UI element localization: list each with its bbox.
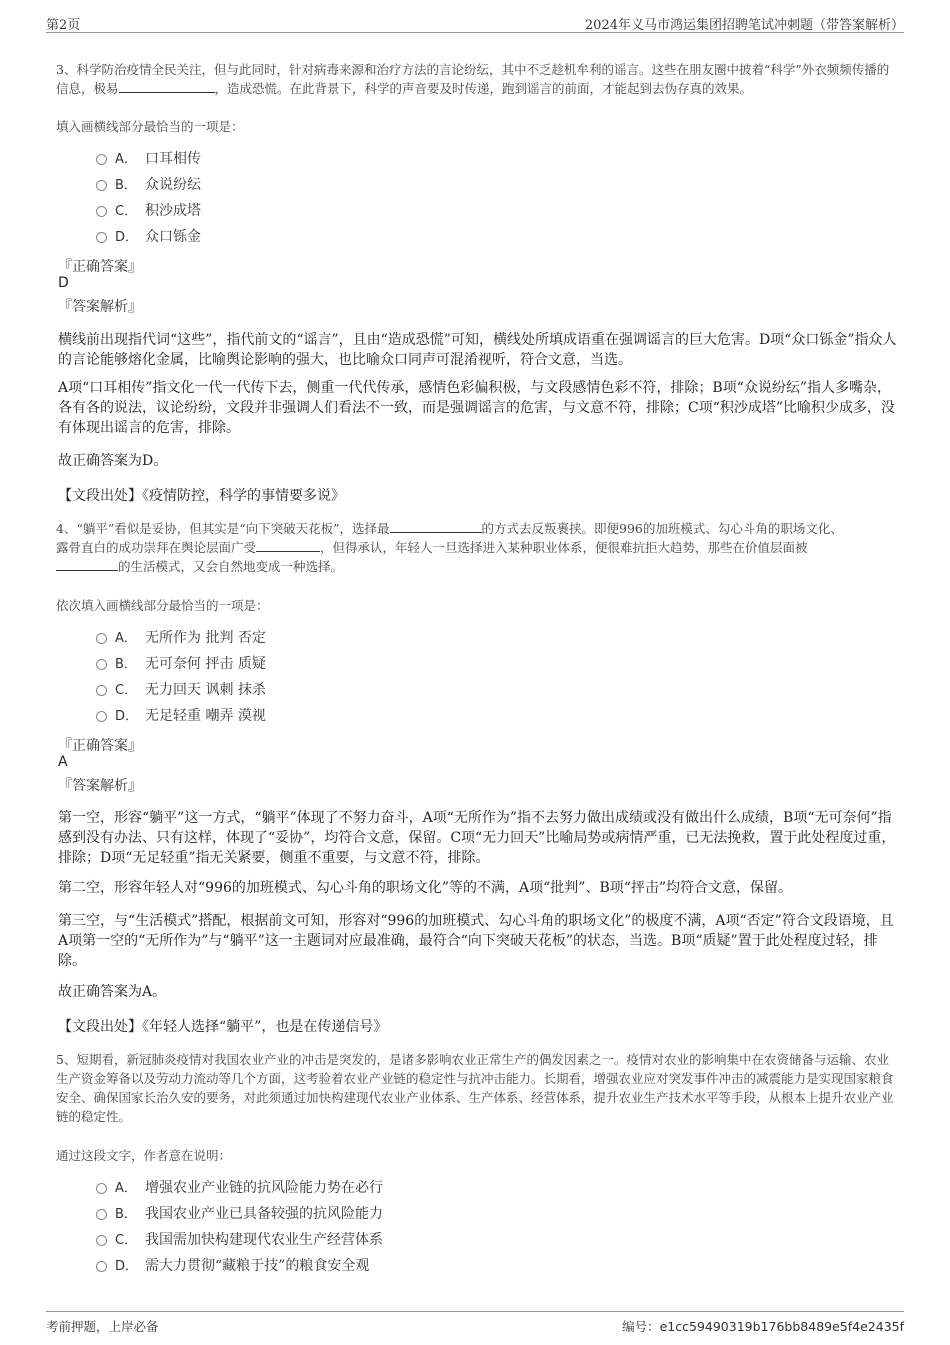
radio-icon[interactable] [96,1183,107,1194]
analysis-label: 『答案解析』 [58,778,142,794]
footer-slogan: 考前押题，上岸必备 [46,1319,159,1334]
question-3-prompt: 填入画横线部分最恰当的一项是： [56,119,244,134]
answer-label: 『正确答案』 [58,259,142,275]
radio-icon[interactable] [96,685,107,696]
option-c[interactable]: C． 我国需加快构建现代农业生产经营体系 [96,1230,383,1250]
option-c[interactable]: C． 无力回天 讽刺 抹杀 [96,680,266,700]
blank-line [119,79,215,93]
analysis-paragraph: 第二空，形容年轻人对“996的加班模式、勾心斗角的职场文化”等的不满，A项“批判”、B项“抨击”均符合文意，保留。 [58,880,793,896]
question-4-stem: 4、“躺平”看似是妥协，但其实是“向下突破天花板”，选择最 的方式去反叛裹挟。即便996的加班模式、勾心斗角的职场文化、 露骨直白的成功崇拜在舆论层面广受 ，但得承认，年轻人一旦选择进入某种职业体系，便很难抗拒大趋势，那些在价值层面被 的生活模式，又会自然地变成一种选择。 [56,521,843,574]
source-citation: 【文段出处】《年轻人选择“躺平”，也是在传递信号》 [58,1019,388,1035]
analysis-conclusion: 故正确答案为A。 [58,984,167,1000]
analysis-label: 『答案解析』 [58,299,142,315]
option-c[interactable]: C． 积沙成塔 [96,201,201,221]
analysis-paragraph: 第一空，形容“躺平”这一方式，“躺平”体现了不努力奋斗，A项“无所作为”指不去努力做出成绩或没有做出什么成绩，B项“无可奈何”指感到没有办法、只有这样，体现了“妥协”，均符合文意，保留。C项“无力回天”比喻局势或病情严重，已无法挽救，置于此处程度过重，排除；D项“无足轻重”指无关紧要，侧重不重要，与文意不符，排除。 [58,810,896,866]
radio-icon[interactable] [96,1261,107,1272]
page-number: 第2页 [46,18,81,33]
document-id: 编号：e1cc59490319b176bb8489e5f4e2435f [622,1319,904,1334]
option-d[interactable]: D． 众口铄金 [96,227,201,247]
option-b[interactable]: B． 我国农业产业已具备较强的抗风险能力 [96,1204,383,1224]
blank-line [56,557,118,571]
radio-icon[interactable] [96,206,107,217]
correct-answer: D [58,275,69,291]
option-a[interactable]: A． 无所作为 批判 否定 [96,628,266,648]
option-a[interactable]: A． 口耳相传 [96,149,201,169]
option-b[interactable]: B． 无可奈何 抨击 质疑 [96,654,266,674]
option-a[interactable]: A． 增强农业产业链的抗风险能力势在必行 [96,1178,383,1198]
question-5-prompt: 通过这段文字，作者意在说明： [56,1148,232,1163]
radio-icon[interactable] [96,154,107,165]
correct-answer: A [58,754,68,770]
source-citation: 【文段出处】《疫情防控，科学的事情要多说》 [58,488,345,504]
page-footer [46,1311,904,1338]
radio-icon[interactable] [96,1209,107,1220]
blank-line [390,519,482,533]
answer-label: 『正确答案』 [58,738,142,754]
document-title: 2024年义马市鸿运集团招聘笔试冲刺题（带答案解析） [584,18,904,33]
question-4-prompt: 依次填入画横线部分最恰当的一项是： [56,598,269,613]
radio-icon[interactable] [96,1235,107,1246]
radio-icon[interactable] [96,711,107,722]
option-b[interactable]: B． 众说纷纭 [96,175,201,195]
radio-icon[interactable] [96,180,107,191]
option-d[interactable]: D． 需大力贯彻“藏粮于技”的粮食安全观 [96,1256,369,1276]
radio-icon[interactable] [96,633,107,644]
analysis-paragraph: 第三空，与“生活模式”搭配，根据前文可知，形容对“996的加班模式、勾心斗角的职场文化”的极度不满，A项“否定”符合文段语境，且A项第一空的“无所作为”与“躺平”这一主题词对应最准确，最符合“向下突破天花板”的状态，当选。B项“质疑”置于此处程度过轻，排除。 [58,913,894,969]
question-3-stem: 3、科学防治疫情全民关注，但与此同时，针对病毒来源和治疗方法的言论纷纭，其中不乏趁机牟利的谣言。这些在朋友圈中披着“科学”外衣频频传播的信息，极易 ，造成恐慌。在此背景下，科学的声音要及时传递，跑到谣言的前面，才能起到去伪存真的效果。 [56,62,890,96]
analysis-paragraph: 横线前出现指代词“这些”，指代前文的“谣言”，且由“造成恐慌”可知，横线处所填成语重在强调谣言的巨大危害。D项“众口铄金”指众人的言论能够熔化金属，比喻舆论影响的强大，也比喻众口同声可混淆视听，符合文意，当选。 [58,332,897,368]
analysis-conclusion: 故正确答案为D。 [58,453,168,469]
blank-line [256,538,320,552]
question-5-stem: 5、短期看，新冠肺炎疫情对我国农业产业的冲击是突发的，是诸多影响农业正常生产的偶发因素之一。疫情对农业的影响集中在农资储备与运输、农业生产资金筹备以及劳动力流动等几个方面，这考验着农业产业链的稳定性与抗冲击能力。长期看，增强农业应对突发事件冲击的减震能力是实现国家粮食安全、确保国家长治久安的要务，对此须通过加快构建现代农业产业体系、生产体系、经营体系，提升农业生产技术水平等手段，从根本上提升农业产业链的稳定性。 [56,1052,894,1124]
page-header [46,10,904,33]
radio-icon[interactable] [96,232,107,243]
radio-icon[interactable] [96,659,107,670]
option-d[interactable]: D． 无足轻重 嘲弄 漠视 [96,706,266,726]
analysis-paragraph: A项“口耳相传”指文化一代一代传下去，侧重一代代传承，感情色彩偏积极，与文段感情色彩不符，排除；B项“众说纷纭”指人多嘴杂，各有各的说法，议论纷纷，文段并非强调人们看法不一致，而是强调谣言的危害，与文意不符，排除；C项“积沙成塔”比喻积少成多，没有体现出谣言的危害，排除。 [58,380,896,436]
